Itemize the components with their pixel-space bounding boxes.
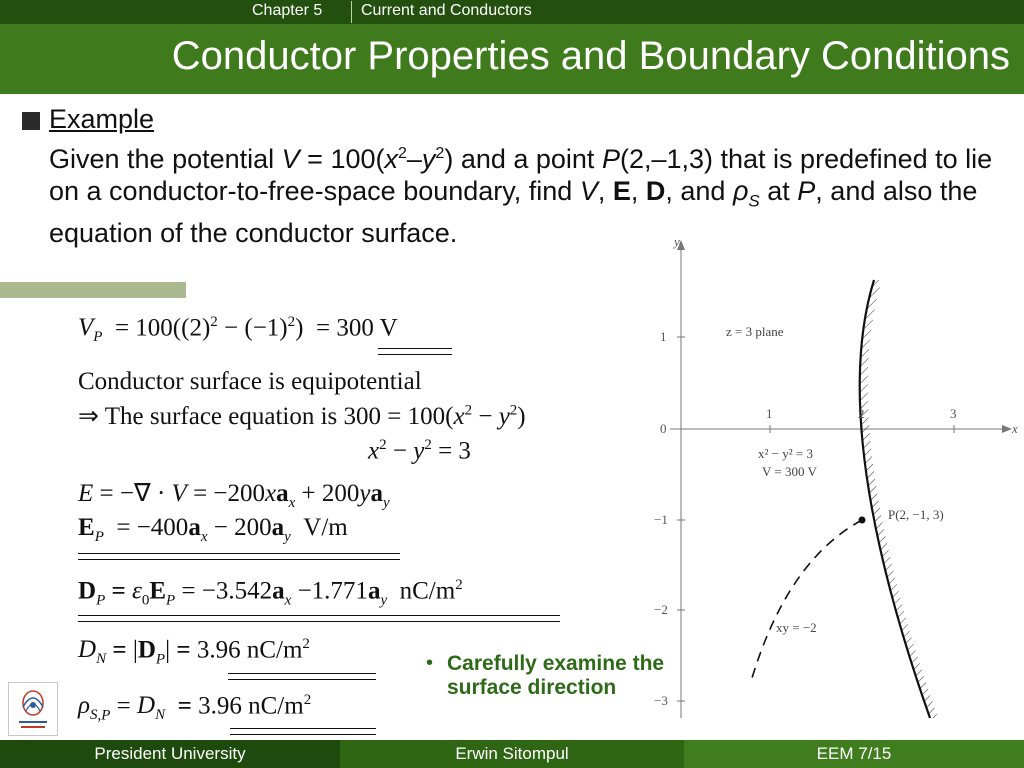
dp-equation: $D_P = \varepsilon_0E_P = -3.542a_x -1.771a_y$ $nC/m^2$ (78, 577, 463, 609)
rho-equation: $\rho_{S,P} = D_N = 3.96$ $nC/m^2$ (78, 692, 312, 724)
y-tick-0: 0 (660, 421, 667, 436)
boundary-figure (640, 230, 1024, 722)
y-tick-neg2: −2 (654, 602, 668, 617)
surface-equation-result: $x^2 - y^2 = 3$ (368, 437, 471, 465)
title-bar (0, 24, 1024, 94)
section-label: Current and Conductors (361, 2, 532, 19)
top-divider (351, 1, 352, 23)
bullet-square-icon (22, 112, 40, 130)
x-axis-label: x (1012, 421, 1018, 436)
conductor-hatch (860, 280, 938, 718)
dp-double-underline (78, 615, 560, 622)
footer (0, 740, 1024, 768)
ep-unit: V/m (303, 514, 348, 541)
footer-center: Erwin Sitompul (340, 740, 684, 768)
top-bar (0, 0, 1024, 24)
example-label: Example (49, 104, 155, 134)
vp-value: 300 V (336, 314, 398, 342)
y-tick-neg3: −3 (654, 693, 668, 708)
chapter-label: Chapter 5 (252, 2, 323, 19)
rho-double-underline (230, 728, 376, 735)
point-p-marker (859, 517, 866, 524)
vp-double-underline (378, 348, 452, 355)
ep-equation: $E_P = -400a_x - 200a_y$ V/m (78, 514, 348, 545)
plane-label: z = 3 plane (726, 324, 784, 339)
curve-equation-label: x² − y² = 3 (758, 446, 813, 461)
dn-equation: $D_N = |D_P| = 3.96$ $nC/m^2$ (78, 636, 310, 668)
point-p-label: P(2, −1, 3) (888, 507, 944, 522)
y-tick-1: 1 (660, 329, 667, 344)
footer-left: President University (0, 740, 340, 768)
vp-equation: $V_P = 100((2)^2 - (-1)^2) = 300$ V (78, 314, 398, 346)
university-logo (8, 682, 58, 736)
problem-statement: Given the potential $V = 100(x^2-y^2)$ and a point P(2,–1,3) that is predefined to lie on a conductor-to-free-space boundary, find V, E, D, and $\rho_S$ at P, and also the equation of the conductor surface. (49, 144, 993, 249)
dashed-curve (752, 520, 862, 678)
dn-double-underline (228, 673, 376, 680)
ep-double-underline (78, 553, 400, 560)
y-axis-label: y (674, 234, 680, 249)
x-tick-1: 1 (766, 406, 773, 421)
note-text: Carefully examine the surface direction (447, 652, 665, 699)
curve-potential-label: V = 300 V (762, 464, 817, 479)
y-tick-neg1: −1 (654, 512, 668, 527)
separator-bar (0, 282, 186, 298)
equipotential-line: Conductor surface is equipotential (78, 368, 422, 395)
x-axis-arrow-icon (1002, 425, 1012, 433)
note-bullet: • (426, 652, 434, 674)
dn-value: 3.96 nC/m (196, 636, 303, 664)
slide-title: Conductor Properties and Boundary Conditions (171, 34, 1010, 78)
x-tick-3: 3 (950, 406, 957, 421)
x-tick-2: 2 (858, 406, 865, 421)
rho-value: 3.96 nC/m (198, 692, 304, 720)
dp-unit: nC/m (399, 577, 456, 605)
footer-right: EEM 7/15 (684, 740, 1024, 768)
surface-equation-line: ⇒ The surface equation is $300 = 100(x^2 - y^2)$ (78, 402, 526, 430)
conductor-surface-curve (860, 280, 930, 718)
dashed-curve-label: xy = −2 (776, 620, 817, 635)
e-field-equation: E = −∇ · $V = -200xa_x + 200ya_y$ (78, 480, 390, 511)
